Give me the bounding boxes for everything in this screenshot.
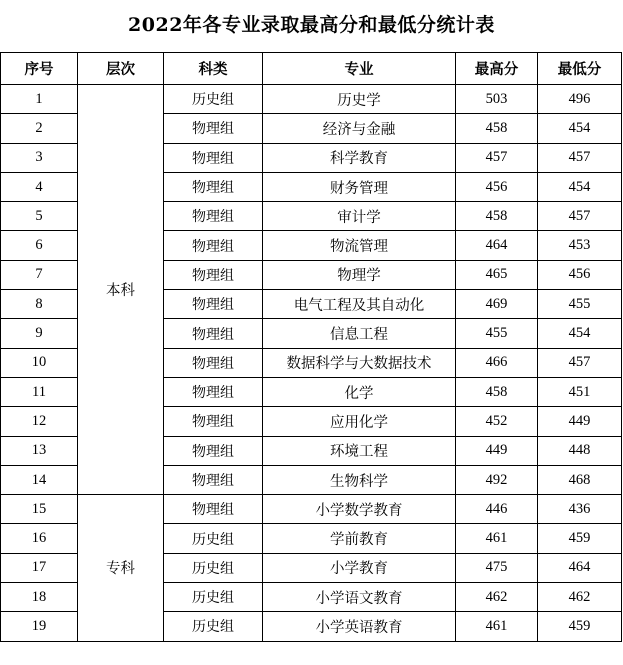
table-body: [1, 85, 622, 642]
cell-index: 14: [1, 465, 78, 494]
cell-max: 503: [456, 85, 538, 114]
cell-index: 19: [1, 612, 78, 641]
cell-max: 458: [456, 202, 538, 231]
cell-major: 小学数学教育: [263, 495, 456, 524]
cell-max: 492: [456, 465, 538, 494]
cell-category: 历史组: [164, 553, 263, 582]
cell-min: 468: [538, 465, 622, 494]
cell-level: 专科: [78, 495, 164, 641]
cell-index: 18: [1, 583, 78, 612]
cell-min: 457: [538, 202, 622, 231]
cell-major: 经济与金融: [263, 114, 456, 143]
cell-category: 物理组: [164, 377, 263, 406]
cell-major: 环境工程: [263, 436, 456, 465]
cell-min: 459: [538, 524, 622, 553]
cell-category: 物理组: [164, 319, 263, 348]
cell-index: 6: [1, 231, 78, 260]
cell-min: 462: [538, 583, 622, 612]
cell-category: 物理组: [164, 465, 263, 494]
cell-min: 457: [538, 348, 622, 377]
cell-major: 生物科学: [263, 465, 456, 494]
cell-max: 461: [456, 612, 538, 641]
cell-category: 历史组: [164, 524, 263, 553]
cell-category: 物理组: [164, 143, 263, 172]
cell-min: 449: [538, 407, 622, 436]
cell-index: 7: [1, 260, 78, 289]
cell-index: 3: [1, 143, 78, 172]
header-major: 专业: [263, 53, 456, 85]
cell-max: 469: [456, 290, 538, 319]
cell-index: 9: [1, 319, 78, 348]
cell-major: 化学: [263, 377, 456, 406]
header-min: 最低分: [538, 53, 622, 85]
cell-index: 15: [1, 495, 78, 524]
table-row: [1, 85, 622, 114]
cell-max: 461: [456, 524, 538, 553]
cell-category: 物理组: [164, 202, 263, 231]
cell-category: 物理组: [164, 114, 263, 143]
cell-min: 457: [538, 143, 622, 172]
cell-max: 455: [456, 319, 538, 348]
cell-max: 446: [456, 495, 538, 524]
cell-min: 496: [538, 85, 622, 114]
table-row: [1, 495, 622, 524]
cell-category: 物理组: [164, 172, 263, 201]
cell-index: 17: [1, 553, 78, 582]
cell-min: 464: [538, 553, 622, 582]
cell-min: 459: [538, 612, 622, 641]
cell-index: 11: [1, 377, 78, 406]
cell-max: 457: [456, 143, 538, 172]
cell-max: 458: [456, 377, 538, 406]
cell-major: 历史学: [263, 85, 456, 114]
cell-max: 458: [456, 114, 538, 143]
header-category: 科类: [164, 53, 263, 85]
cell-index: 12: [1, 407, 78, 436]
cell-major: 信息工程: [263, 319, 456, 348]
cell-min: 456: [538, 260, 622, 289]
cell-level: 本科: [78, 85, 164, 495]
header-level: 层次: [78, 53, 164, 85]
cell-index: 8: [1, 290, 78, 319]
header-index: 序号: [1, 53, 78, 85]
cell-major: 小学语文教育: [263, 583, 456, 612]
cell-index: 2: [1, 114, 78, 143]
cell-category: 物理组: [164, 436, 263, 465]
cell-major: 审计学: [263, 202, 456, 231]
cell-min: 455: [538, 290, 622, 319]
cell-category: 物理组: [164, 407, 263, 436]
table-title: 2022年各专业录取最高分和最低分统计表: [128, 14, 495, 36]
cell-max: 462: [456, 583, 538, 612]
cell-category: 物理组: [164, 231, 263, 260]
cell-max: 466: [456, 348, 538, 377]
cell-min: 454: [538, 172, 622, 201]
cell-max: 465: [456, 260, 538, 289]
cell-category: 物理组: [164, 290, 263, 319]
cell-index: 1: [1, 85, 78, 114]
cell-category: 物理组: [164, 495, 263, 524]
cell-major: 物理学: [263, 260, 456, 289]
cell-index: 4: [1, 172, 78, 201]
header-max: 最高分: [456, 53, 538, 85]
cell-category: 历史组: [164, 85, 263, 114]
cell-major: 数据科学与大数据技术: [263, 348, 456, 377]
cell-index: 16: [1, 524, 78, 553]
cell-min: 453: [538, 231, 622, 260]
cell-index: 5: [1, 202, 78, 231]
cell-major: 财务管理: [263, 172, 456, 201]
cell-min: 448: [538, 436, 622, 465]
cell-major: 小学英语教育: [263, 612, 456, 641]
cell-min: 454: [538, 319, 622, 348]
cell-max: 464: [456, 231, 538, 260]
cell-min: 454: [538, 114, 622, 143]
header-row: [1, 53, 622, 85]
cell-max: 449: [456, 436, 538, 465]
cell-major: 科学教育: [263, 143, 456, 172]
cell-index: 10: [1, 348, 78, 377]
cell-max: 475: [456, 553, 538, 582]
cell-category: 历史组: [164, 583, 263, 612]
cell-index: 13: [1, 436, 78, 465]
cell-category: 物理组: [164, 260, 263, 289]
cell-min: 451: [538, 377, 622, 406]
cell-major: 物流管理: [263, 231, 456, 260]
cell-category: 历史组: [164, 612, 263, 641]
cell-max: 452: [456, 407, 538, 436]
cell-major: 电气工程及其自动化: [263, 290, 456, 319]
cell-major: 应用化学: [263, 407, 456, 436]
cell-max: 456: [456, 172, 538, 201]
cell-min: 436: [538, 495, 622, 524]
cell-category: 物理组: [164, 348, 263, 377]
cell-major: 学前教育: [263, 524, 456, 553]
score-table: [0, 52, 622, 642]
cell-major: 小学教育: [263, 553, 456, 582]
